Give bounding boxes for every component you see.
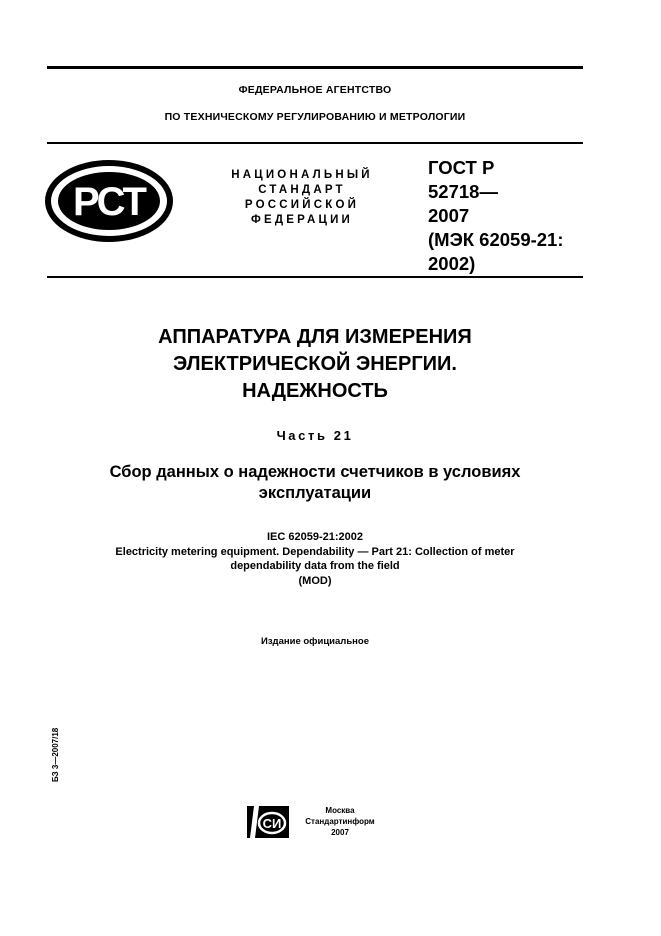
document-subtitle — [47, 462, 583, 504]
title-line: АППАРАТУРА ДЛЯ ИЗМЕРЕНИЯ — [158, 326, 472, 348]
subtitle-line: эксплуатации — [258, 484, 372, 502]
part-number: Часть 21 — [276, 428, 354, 443]
national-standard-line: СТАНДАРТ — [258, 184, 346, 196]
iec-line: dependability data from the field — [230, 560, 400, 572]
title-line: НАДЕЖНОСТЬ — [242, 380, 388, 402]
svg-text:СИ: СИ — [262, 816, 282, 831]
national-standard-line: РОССИЙСКОЙ — [244, 199, 360, 211]
rst-emblem-icon — [45, 160, 173, 242]
publisher-name: Стандартинформ — [305, 817, 375, 826]
document-title — [47, 324, 583, 405]
national-standard-line: ФЕДЕРАЦИИ — [250, 214, 354, 226]
gost-line: 2002) — [428, 253, 476, 274]
national-standard-line: НАЦИОНАЛЬНЫЙ — [231, 169, 373, 181]
national-standard-label — [212, 168, 392, 228]
subtitle-line: Сбор данных о надежности счетчиков в условиях — [109, 463, 521, 481]
gost-line: 2007 — [428, 205, 470, 226]
iec-reference — [30, 530, 600, 588]
publisher-year: 2007 — [331, 828, 349, 837]
agency-line-1: ФЕДЕРАЛЬНОЕ АГЕНТСТВО — [238, 84, 392, 96]
publisher-city: Москва — [325, 806, 355, 815]
gost-designation — [428, 156, 598, 276]
edition-label: Издание официальное — [261, 636, 369, 647]
iec-line: (MOD) — [298, 574, 332, 587]
header-rule — [47, 142, 583, 144]
top-rule — [47, 66, 583, 69]
publisher-block — [290, 805, 390, 838]
gost-line: 52718— — [428, 181, 498, 202]
title-block-rule — [47, 276, 583, 278]
title-line: ЭЛЕКТРИЧЕСКОЙ ЭНЕРГИИ. — [172, 353, 457, 375]
gost-line: ГОСТ Р — [428, 157, 495, 178]
iec-line: IEC 62059-21:2002 — [266, 531, 363, 543]
gost-line: (МЭК 62059-21: — [428, 229, 564, 250]
bz-code: БЗ 3—2007/18 — [51, 727, 60, 782]
agency-line-2: ПО ТЕХНИЧЕСКОМУ РЕГУЛИРОВАНИЮ И МЕТРОЛОГИИ — [164, 111, 466, 123]
svg-text:РСТ: РСТ — [72, 180, 146, 224]
iec-line: Electricity metering equipment. Dependability — Part 21: Collection of meter — [115, 545, 515, 558]
standartinform-logo-icon — [245, 804, 291, 840]
